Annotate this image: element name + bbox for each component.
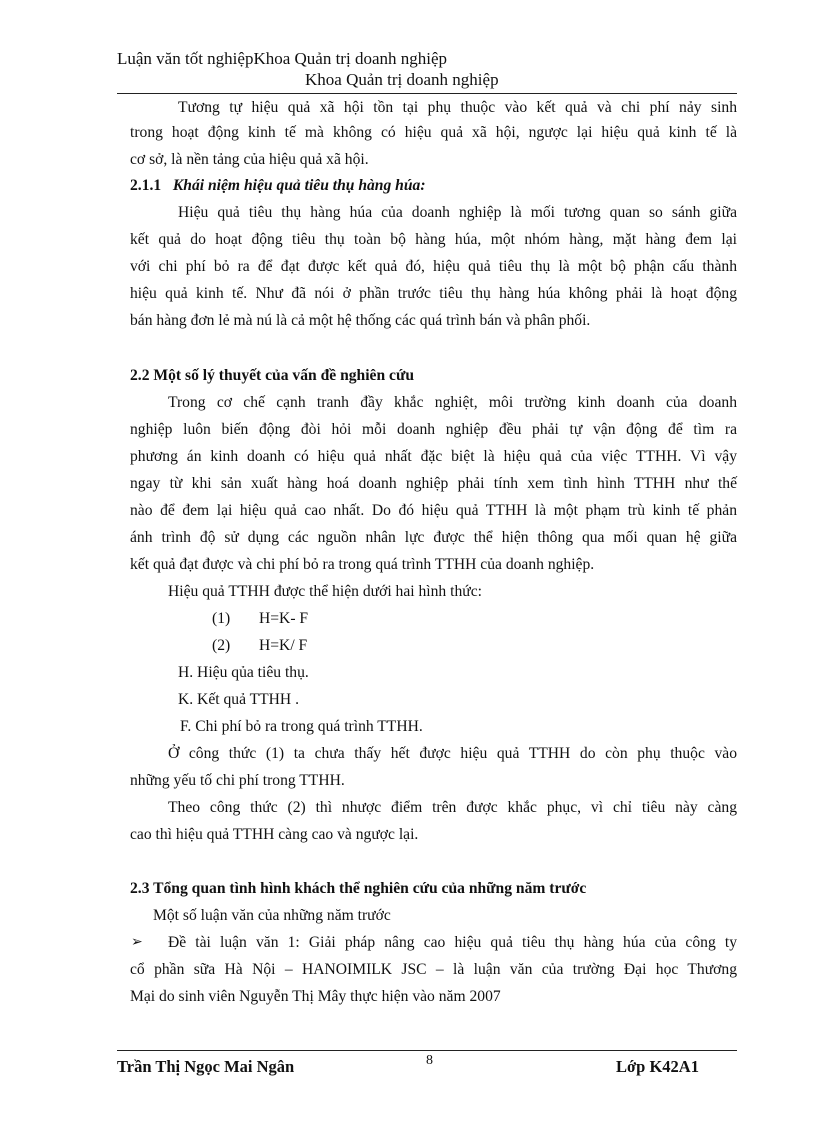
bullet-item-line-1: Đề tài luận văn 1: Giải pháp nâng cao hiệu quả tiêu thụ hàng húa của công ty <box>168 934 737 951</box>
paragraph-2-line-5: bán hàng đơn lẻ mà nú là cả một hệ thống các quá trình bán và phân phối. <box>130 312 591 329</box>
paragraph-5-line-2: những yếu tố chi phí trong TTHH. <box>130 772 345 789</box>
paragraph-3-line-1: Trong cơ chế cạnh tranh đầy khắc nghiệt, môi trường kinh doanh của doanh <box>168 394 737 411</box>
paragraph-2-line-1: Hiệu quả tiêu thụ hàng húa của doanh nghiệp là mối tương quan so sánh giữa <box>178 204 737 221</box>
section-heading-2-2: 2.2 Một số lý thuyết của vấn đề nghiên cứu <box>130 367 414 384</box>
paragraph-3-line-5: nào để đem lại hiệu quả cao nhất. Do đó hiệu quả TTHH là một phạm trù kinh tế phản <box>130 502 737 519</box>
paragraph-3-line-4: ngay từ khi sản xuất hàng hoá doanh nghiệp phải tính xem tình hình TTHH như thế <box>130 475 737 492</box>
section-number: 2.1.1 <box>130 177 162 194</box>
bullet-item-line-2: cổ phần sữa Hà Nội – HANOIMILK JSC – là luận văn của trường Đại học Thương <box>130 961 737 978</box>
paragraph-3-line-6: ánh trình độ sử dụng các nguồn nhân lực được thể hiện thông qua mối quan hệ giữa <box>130 529 737 546</box>
paragraph-1-line-3: cơ sở, là nền tảng của hiệu quả xã hội. <box>130 151 369 168</box>
formula-1-number: (1) <box>212 610 231 627</box>
header-line-2: Khoa Quản trị doanh nghiệp <box>305 70 499 89</box>
paragraph-3-line-2: nghiệp luôn biến động đòi hỏi mỗi doanh nghiệp đều phải tự vận động để tìm ra <box>130 421 737 438</box>
paragraph-6-line-2: cao thì hiệu quả TTHH càng cao và ngược lại. <box>130 826 419 843</box>
paragraph-2-line-4: hiệu quả kinh tế. Như đã nói ở phần trước tiêu thụ hàng húa không phải là hoạt động <box>130 285 737 302</box>
paragraph-2-line-3: với chi phí bỏ ra để đạt được kết quả đó, hiệu quả tiêu thụ là một bộ phận cấu thành <box>130 258 737 275</box>
paragraph-2-line-2: kết quả do hoạt động tiêu thụ toàn bộ hàng húa, một nhóm hàng, mặt hàng đem lại <box>130 231 737 248</box>
header-line-1: Luận văn tốt nghiệpKhoa Quản trị doanh nghiệp <box>117 49 448 68</box>
formula-2: H=K/ F <box>259 637 308 654</box>
section-title: Khái niệm hiệu quả tiêu thụ hàng húa: <box>172 177 426 194</box>
paragraph-5-line-1: Ở công thức (1) ta chưa thấy hết được hiệu quả TTHH do còn phụ thuộc vào <box>168 745 737 762</box>
paragraph-1-line-2: trong hoạt động kinh tế mà không có hiệu quả xã hội, ngược lại hiệu quả kinh tế là <box>130 124 737 141</box>
page-number: 8 <box>426 1053 433 1068</box>
definition-f: F. Chi phí bỏ ra trong quá trình TTHH. <box>180 718 423 735</box>
paragraph-3-line-7: kết quả đạt được và chi phí bỏ ra trong quá trình TTHH của doanh nghiệp. <box>130 556 595 573</box>
paragraph-6-line-1: Theo công thức (2) thì nhược điểm trên được khắc phục, vì chỉ tiêu này càng <box>168 799 737 816</box>
section-heading-2-1-1 <box>130 177 426 195</box>
formula-1: H=K- F <box>259 610 309 627</box>
header-rule <box>117 93 737 94</box>
formula-2-number: (2) <box>212 637 231 654</box>
paragraph-1-line-1: Tương tự hiệu quả xã hội tồn tại phụ thuộc vào kết quả và chi phí nảy sinh <box>178 99 737 116</box>
definition-k: K. Kết quả TTHH . <box>178 691 299 708</box>
footer-class: Lớp K42A1 <box>616 1057 699 1076</box>
bullet-item-line-3: Mại do sinh viên Nguyễn Thị Mây thực hiện vào năm 2007 <box>130 988 501 1005</box>
footer-author: Trần Thị Ngọc Mai Ngân <box>117 1057 295 1076</box>
paragraph-3-line-3: phương án kinh doanh có hiệu quả nhất đặc biệt là hiệu quả của việc TTHH. Vì vậy <box>130 448 737 465</box>
footer-rule <box>117 1050 737 1051</box>
definition-h: H. Hiệu qủa tiêu thụ. <box>178 664 309 681</box>
paragraph-7: Một số luận văn của những năm trước <box>153 907 391 924</box>
paragraph-4: Hiệu quả TTHH được thể hiện dưới hai hình thức: <box>168 583 482 600</box>
section-heading-2-3: 2.3 Tổng quan tình hình khách thể nghiên cứu của những năm trước <box>130 880 587 897</box>
arrow-bullet-icon: ➢ <box>131 935 143 950</box>
